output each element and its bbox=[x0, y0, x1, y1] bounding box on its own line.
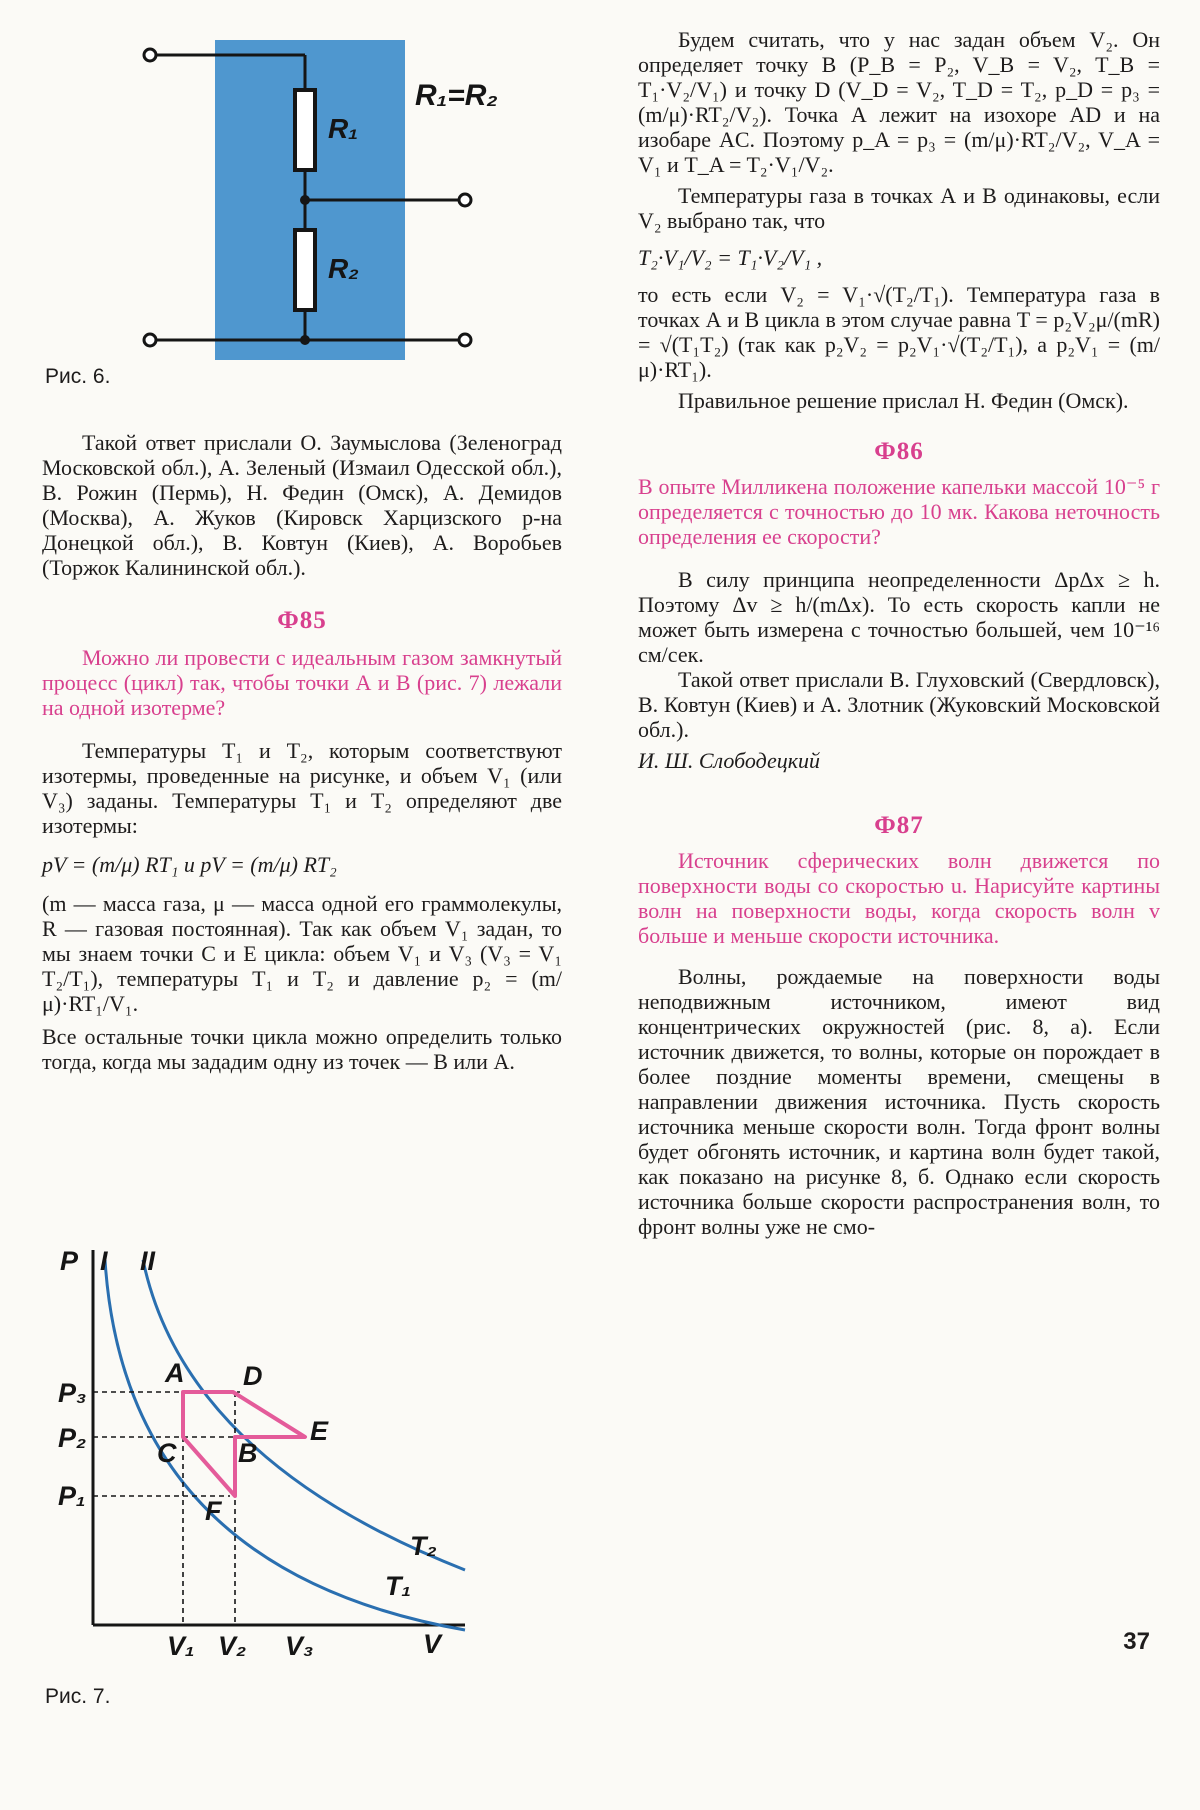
f85-paragraph-5: Температуры газа в точках А и В одинаковы, если V₂ выбрано так, что bbox=[638, 183, 1160, 233]
problem-f86-title: Ф86 bbox=[874, 438, 924, 465]
terminal-icon bbox=[459, 194, 471, 206]
problem-f87-title: Ф87 bbox=[874, 812, 924, 839]
isotherm-label-i: I bbox=[100, 1246, 108, 1276]
f85-paragraph-3: Все остальные точки цикла можно определить только тогда, когда мы зададим одну из точек — В или А. bbox=[42, 1024, 562, 1074]
f87-paragraph-1: Волны, рождаемые на поверхности воды неподвижным источником, имеют вид концентрических окружностей (рис. 8, а). Если источник движется, то волны, которые он порождает в более поздние моменты времени, смещены в направлении движения источника. Пусть скорость источника меньше скорости волн. Тогда фронт волны будет обгонять источник, и картина волн будет такой, как показано на рисунке 8, б. Однако если скорость источника больше скорости распространения волн, то фронт волны уже не смо- bbox=[638, 964, 1160, 1239]
point-label-a: A bbox=[165, 1358, 185, 1388]
point-label-e: E bbox=[310, 1416, 329, 1446]
f86-paragraph-1: В силу принципа неопределенности ΔpΔx ≥ h. Поэтому Δv ≥ h/(mΔx). То есть скорость капли не может быть измерена с точностью большей, чем 10⁻¹⁶ см/сек. bbox=[638, 567, 1160, 667]
figure-6-caption: Рис. 6. bbox=[45, 365, 111, 388]
junction-dot bbox=[300, 335, 310, 345]
terminal-icon bbox=[144, 49, 156, 61]
label-r2: R₂ bbox=[328, 253, 359, 284]
left-column bbox=[42, 430, 562, 1074]
terminal-icon bbox=[459, 334, 471, 346]
point-label-c: C bbox=[157, 1438, 177, 1468]
tick-label-p2: P₂ bbox=[58, 1423, 87, 1453]
problem-f87-question: Источник сферических волн движется по поверхности воды со скоростью u. Нарисуйте картины волн на поверхности воды, когда скорость волн v больше и меньше скорости источника. bbox=[638, 848, 1160, 948]
curve-label-t1: T₁ bbox=[385, 1571, 411, 1601]
f85-isotherm-equations: pV = (m/μ) RT₁ и pV = (m/μ) RT₂ bbox=[42, 852, 337, 877]
figure-6-circuit bbox=[120, 30, 520, 370]
tick-label-v1: V₁ bbox=[167, 1631, 195, 1660]
f86-paragraph-2: Такой ответ прислали В. Глуховский (Свердловск), В. Ковтун (Киев) и А. Злотник (Жуковский Московской обл.). bbox=[638, 667, 1160, 742]
axis-label-p: P bbox=[60, 1246, 79, 1276]
point-label-b: B bbox=[238, 1438, 258, 1468]
f85-paragraph-6: то есть если V₂ = V₁·√(T₂/T₁). Температура газа в точках А и В цикла в этом случае равна T = p₂V₂μ/(mR) = √(T₁T₂) (так как p₂V₂ = p₂V₁·√(T₂/T₁), а p₂V₁ = (m/μ)·RT₁). bbox=[638, 282, 1160, 382]
problem-f85-title: Ф85 bbox=[277, 607, 327, 634]
terminal-icon bbox=[144, 334, 156, 346]
label-r1: R₁ bbox=[328, 113, 359, 144]
tick-label-v3: V₃ bbox=[285, 1631, 314, 1660]
problem-f86-question: В опыте Милликена положение капельки массой 10⁻⁵ г определяется с точностью до 10 мк. Какова неточность определения ее скорости? bbox=[638, 474, 1160, 549]
tick-label-p3: P₃ bbox=[58, 1378, 87, 1408]
page-number: 37 bbox=[1123, 1628, 1150, 1655]
f85-paragraph-1: Температуры T₁ и T₂, которым соответствуют изотермы, проведенные на рисунке, и объем V₁ (или V₃) заданы. Температуры T₁ и T₂ определяют две изотермы: bbox=[42, 738, 562, 838]
tick-label-v2: V₂ bbox=[218, 1631, 247, 1660]
f86-signature: И. Ш. Слободецкий bbox=[638, 748, 821, 773]
figure-7-pv-diagram bbox=[55, 1240, 475, 1660]
resistor-r2 bbox=[295, 230, 315, 310]
point-label-d: D bbox=[243, 1361, 263, 1391]
f85-paragraph-2: (m — масса газа, μ — масса одной его граммолекулы, R — газовая постоянная). Так как объем V₁ задан, то мы знаем точки С и E цикла: объем V₁ и V₃ (V₃ = V₁ T₂/T₁), температуры T₁ и T₂ и давление p₂ = (m/μ)·RT₁/V₁. bbox=[42, 891, 562, 1016]
label-equality: R₁=R₂ bbox=[415, 79, 498, 112]
problem-f85-question: Можно ли провести с идеальным газом замкнутый процесс (цикл) так, чтобы точки А и В (рис. 7) лежали на одной изотерме? bbox=[42, 645, 562, 720]
answer-previous: Такой ответ прислали О. Заумыслова (Зеленоград Московской обл.), А. Зеленый (Измаил Одесской обл.), В. Рожин (Пермь), Н. Федин (Омск), А. Демидов (Москва), А. Жуков (Кировск Харцизского р-на Донецкой обл.), В. Ковтун (Киев), А. Воробьев (Торжок Калининской обл.). bbox=[42, 430, 562, 580]
f85-paragraph-4: Будем считать, что у нас задан объем V₂. Он определяет точку В (P_B = P₂, V_B = V₂, T_B = T₁·V₂/V₁) и точку D (V_D = V₂, T_D = T₂, p_D = p₃ = (m/μ)·RT₂/V₂). Точка А лежит на изохоре AD и на изобаре AC. Поэтому p_A = p₃ = (m/μ)·RT₂/V₂, V_A = V₁ и T_A = T₂·V₁/V₂. bbox=[638, 27, 1160, 177]
right-column bbox=[638, 27, 1160, 1239]
axis-label-v: V bbox=[423, 1629, 442, 1659]
f85-equal-temperature-equation: T₂·V₁/V₂ = T₁·V₂/V₁ , bbox=[638, 245, 823, 270]
isotherm-label-ii: II bbox=[140, 1246, 156, 1276]
figure-7-caption: Рис. 7. bbox=[45, 1685, 111, 1708]
tick-label-p1: P₁ bbox=[58, 1481, 86, 1511]
resistor-r1 bbox=[295, 90, 315, 170]
isotherm-t2 bbox=[143, 1260, 465, 1570]
junction-dot bbox=[300, 195, 310, 205]
point-label-f: F bbox=[205, 1496, 222, 1526]
curve-label-t2: T₂ bbox=[410, 1531, 437, 1561]
f85-paragraph-7: Правильное решение прислал Н. Федин (Омск). bbox=[678, 388, 1129, 413]
